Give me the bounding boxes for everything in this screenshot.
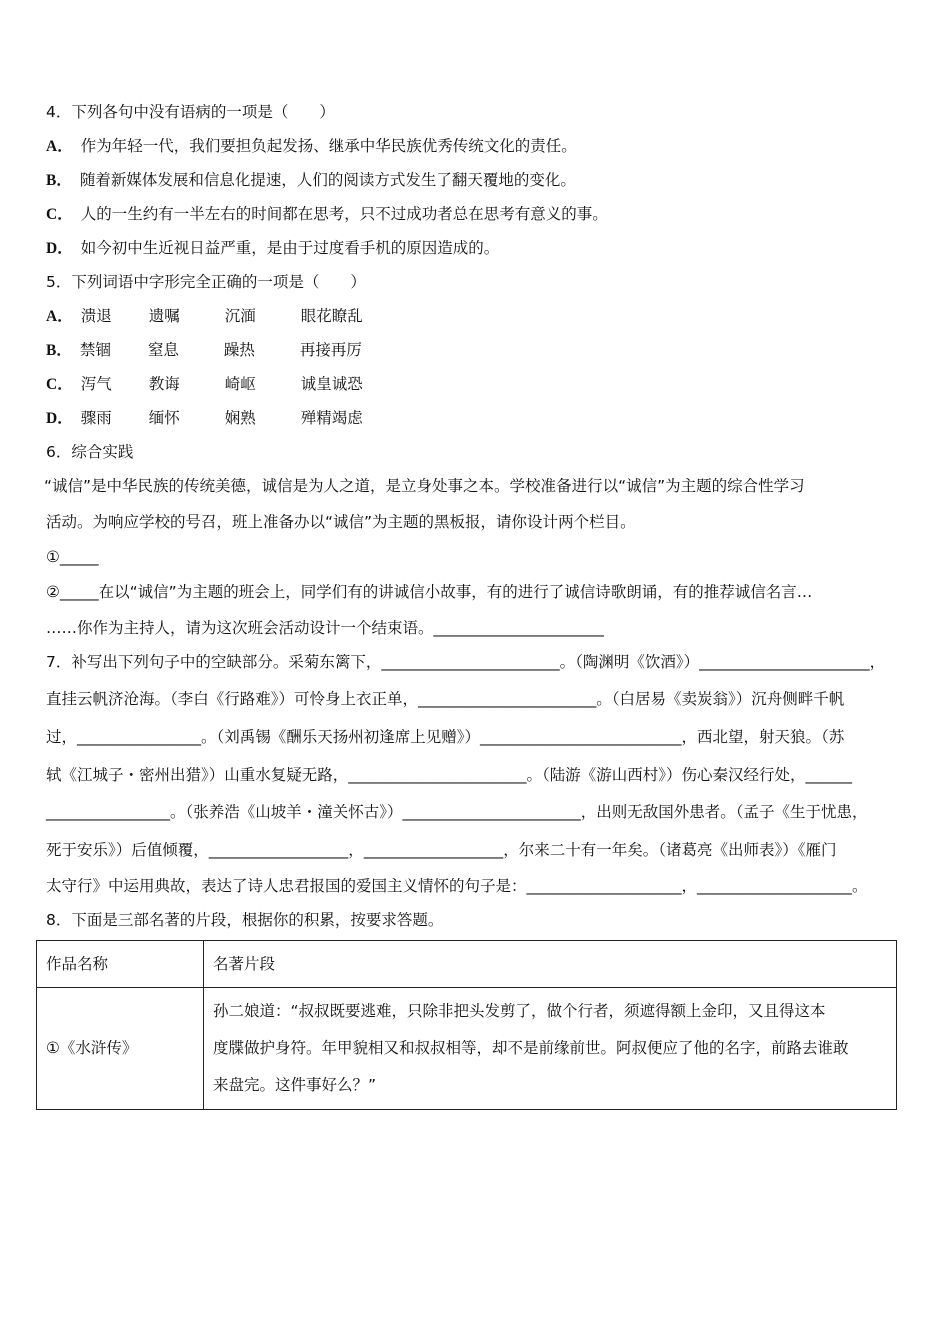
q5-option-d: D． 骤雨 缅怀 娴熟 殚精竭虑: [46, 409, 363, 427]
q7-line: 轼《江城子・密州出猎》）山重水复疑无路，_______________________。（陆游《游山西村》）伤心秦汉经行处，______: [46, 766, 853, 784]
q4-option-c: C． 人的一生约有一半左右的时间都在思考，只不过成功者总在思考有意义的事。: [46, 205, 608, 223]
q6-stem: 6．综合实践: [46, 443, 134, 461]
excerpt-line: 孙二娘道：“叔叔既要逃难，只除非把头发剪了，做个行者，须遮得额上金印，又且得这本: [213, 1002, 826, 1020]
q5-option-a: A． 溃退 遗嘱 沉湎 眼花瞭乱: [46, 307, 363, 325]
q4-option-a: A． 作为年轻一代，我们要担负起发扬、继承中华民族优秀传统文化的责任。: [46, 137, 577, 155]
q7-line: 死于安乐》）后值倾覆，__________________，__________________，尔来二十有一年矣。（诸葛亮《出师表》）《雁门: [46, 841, 837, 859]
q6-line: ②_____在以“诚信”为主题的班会上，同学们有的讲诚信小故事，有的进行了诚信诗歌朗诵，有的推荐诚信名言…: [46, 583, 813, 601]
q4-option-b: B． 随着新媒体发展和信息化提速，人们的阅读方式发生了翻天覆地的变化。: [46, 171, 576, 189]
q5-stem: 5．下列词语中字形完全正确的一项是（ ）: [46, 273, 366, 291]
q7-line: 直挂云帆济沧海。（李白《行路难》）可怜身上衣正单，_______________________。（白居易《卖炭翁》）沉舟侧畔千帆: [46, 690, 845, 708]
q5-option-b: B． 禁锢 窒息 躁热 再接再厉: [46, 341, 362, 359]
header-excerpt: 名著片段: [204, 941, 897, 988]
q6-answer-blank-1: ①_____: [46, 548, 99, 566]
q6-line: ……你作为主持人，请为这次班会活动设计一个结束语。______________________: [46, 619, 605, 637]
q4-option-d: D． 如今初中生近视日益严重，是由于过度看手机的原因造成的。: [46, 239, 500, 257]
q7-line: 太守行》中运用典故，表达了诗人忠君报国的爱国主义情怀的句子是：____________________，____________________。: [46, 877, 868, 895]
q8-stem: 8．下面是三部名著的片段，根据你的积累，按要求答题。: [46, 911, 444, 929]
excerpt-line: 度牒做护身符。年甲貌相又和叔叔相等，却不是前缘前世。阿叔便应了他的名字，前路去谁敢: [213, 1039, 849, 1057]
excerpt-line: 来盘完。这件事好么？”: [213, 1076, 377, 1094]
q6-line: 活动。为响应学校的号召，班上准备办以“诚信”为主题的黑板报，请你设计两个栏目。: [46, 513, 636, 531]
q5-option-c: C． 泻气 教诲 崎岖 诚皇诚恐: [46, 375, 363, 393]
excerpt: [204, 988, 897, 1110]
works-table: [36, 940, 897, 1110]
header-work-name: 作品名称: [37, 941, 204, 988]
q6-line: “诚信”是中华民族的传统美德，诚信是为人之道，是立身处事之本。学校准备进行以“诚信”为主题的综合性学习: [44, 477, 805, 495]
q7-line: ________________。（张养浩《山坡羊・潼关怀古》）_______________________，出则无敌国外患者。（孟子《生于忧患，: [46, 803, 868, 821]
q4-stem: 4．下列各句中没有语病的一项是（ ）: [46, 103, 335, 121]
table-header-row: [37, 941, 897, 988]
q7-line: 7．补写出下列句子中的空缺部分。采菊东篱下，_______________________。（陶渊明《饮酒》）______________________，: [46, 653, 886, 671]
q7-line: 过，________________。（刘禹锡《酬乐天扬州初逢席上见赠》）__________________________，西北望，射天狼。（苏: [46, 728, 845, 746]
work-name: ①《水浒传》: [37, 988, 204, 1110]
table-row: [37, 988, 897, 1110]
